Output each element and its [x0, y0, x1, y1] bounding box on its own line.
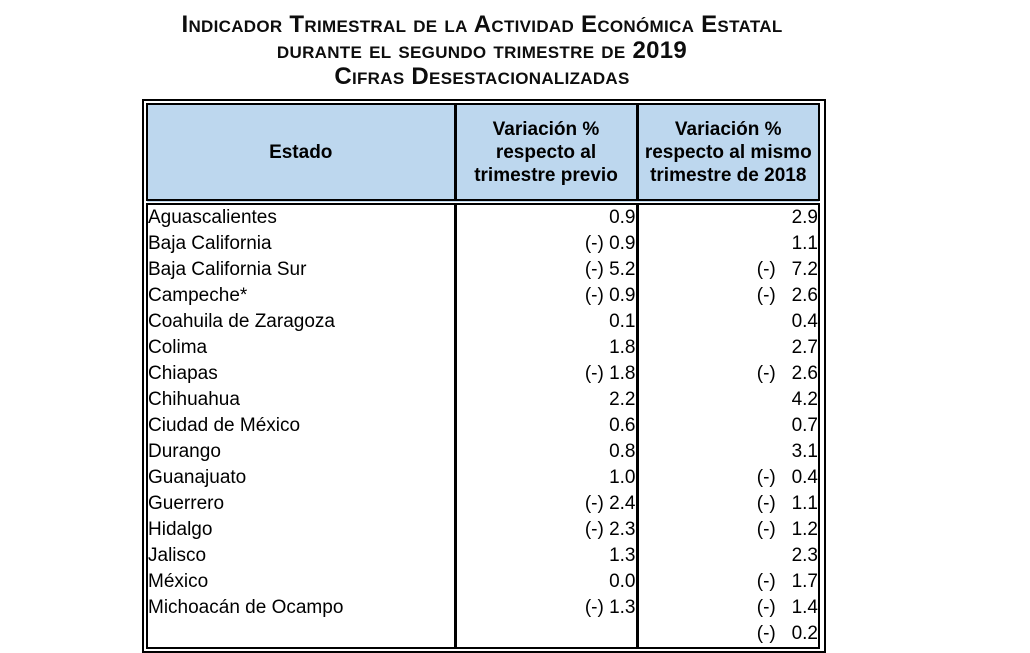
prev-quarter-cell: (-) 5.2 [455, 257, 637, 283]
prev-quarter-cell: 2.2 [455, 387, 637, 413]
state-cell: Guanajuato [148, 467, 247, 488]
itaee-table-frame [142, 99, 826, 653]
state-cell: Chihuahua [148, 389, 240, 410]
state-cell [147, 621, 455, 648]
header-row [147, 104, 819, 202]
col-header-estado: Estado [147, 104, 455, 202]
table-row [147, 335, 819, 361]
yoy-cell: (-) 1.2 [637, 517, 819, 543]
state-cell: Guerrero [148, 493, 225, 514]
state-cell: Coahuila de Zaragoza [148, 311, 335, 332]
yoy-cell: 0.7 [637, 413, 819, 439]
table-row [147, 595, 819, 621]
yoy-cell: 3.1 [637, 439, 819, 465]
table-row [147, 202, 819, 231]
table-row [147, 439, 819, 465]
yoy-cell: (-) 2.6 [637, 283, 819, 309]
table-row [147, 517, 819, 543]
prev-quarter-cell: (-) 2.4 [455, 491, 637, 517]
table-row [147, 569, 819, 595]
yoy-cell: 2.3 [637, 543, 819, 569]
state-cell: México [148, 571, 209, 592]
prev-quarter-cell: (-) 1.8 [455, 361, 637, 387]
yoy-cell: (-) 1.7 [637, 569, 819, 595]
yoy-cell: (-) 7.2 [637, 257, 819, 283]
state-cell: Aguascalientes [148, 207, 277, 228]
yoy-cell: (-) 0.4 [637, 465, 819, 491]
prev-quarter-cell: (-) 0.9 [455, 283, 637, 309]
table-row [147, 543, 819, 569]
table-row [147, 257, 819, 283]
yoy-cell: 2.9 [637, 202, 819, 231]
table-row [147, 309, 819, 335]
state-cell: Colima [148, 337, 208, 358]
yoy-cell: (-) 1.4 [637, 595, 819, 621]
state-cell: Baja California Sur [148, 259, 307, 280]
state-cell: Jalisco [148, 545, 207, 566]
prev-quarter-cell: (-) 0.9 [455, 231, 637, 257]
prev-quarter-cell: 0.8 [455, 439, 637, 465]
itaee-table [146, 103, 820, 649]
yoy-cell: 4.2 [637, 387, 819, 413]
state-cell: Michoacán de Ocampo [148, 597, 344, 618]
title-line-3: Cifras Desestacionalizadas [334, 63, 630, 90]
state-cell: Ciudad de México [148, 415, 301, 436]
table-row [147, 361, 819, 387]
table-row [147, 231, 819, 257]
yoy-cell: (-) 2.6 [637, 361, 819, 387]
state-cell: Baja California [148, 233, 272, 254]
state-cell: Chiapas [148, 363, 218, 384]
prev-quarter-cell: 0.6 [455, 413, 637, 439]
state-cell: Campeche* [148, 285, 248, 306]
col-header-variacion-mismo-trimestre-2018: Variación % respecto al mismo trimestre de 2018 [637, 104, 819, 202]
prev-quarter-cell: 1.3 [455, 543, 637, 569]
state-cell: Durango [148, 441, 221, 462]
prev-quarter-cell: 0.1 [455, 309, 637, 335]
yoy-cell: 1.1 [637, 231, 819, 257]
yoy-cell: 0.4 [637, 309, 819, 335]
prev-quarter-cell: 1.0 [455, 465, 637, 491]
prev-quarter-cell: (-) 2.3 [455, 517, 637, 543]
col-header-variacion-trimestre-previo: Variación % respecto al trimestre previo [455, 104, 637, 202]
yoy-cell: 2.7 [637, 335, 819, 361]
prev-quarter-cell: 0.0 [455, 569, 637, 595]
yoy-cell: (-) 0.2 [637, 621, 819, 648]
table-title [0, 12, 964, 90]
state-cell: Hidalgo [148, 519, 213, 540]
title-line-2: durante el segundo trimestre de 2019 [276, 37, 688, 64]
table-row [147, 491, 819, 517]
table-body [147, 202, 819, 648]
table-row [147, 465, 819, 491]
prev-quarter-cell: 1.8 [455, 335, 637, 361]
prev-quarter-cell: 0.9 [455, 202, 637, 231]
yoy-cell: (-) 1.1 [637, 491, 819, 517]
title-line-1: Indicador Trimestral de la Actividad Económica Estatal [181, 11, 783, 38]
prev-quarter-cell: (-) 1.3 [455, 595, 637, 621]
table-row [147, 413, 819, 439]
table-header [147, 104, 819, 202]
prev-quarter-cell [455, 621, 637, 648]
table-row-partial [147, 621, 819, 648]
table-row [147, 283, 819, 309]
table-row [147, 387, 819, 413]
